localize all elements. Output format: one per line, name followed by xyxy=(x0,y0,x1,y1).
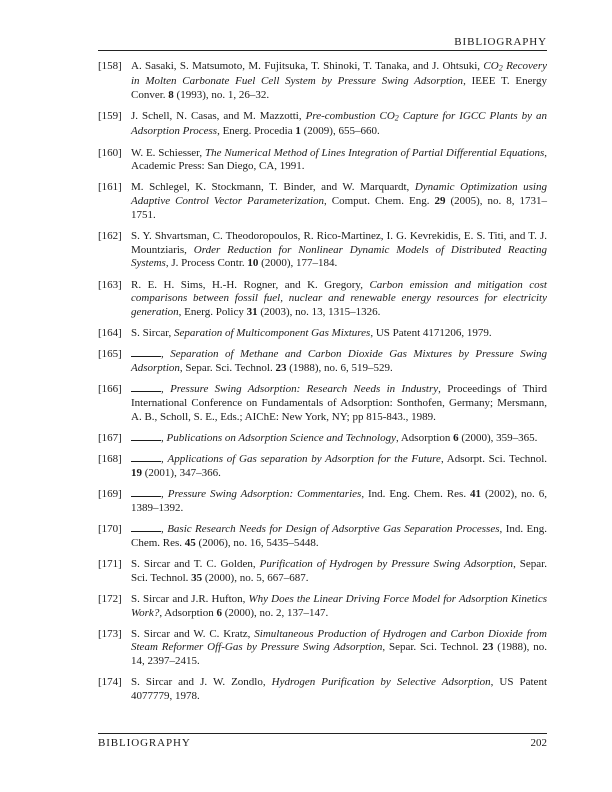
repeated-author-rule xyxy=(131,355,161,357)
text-block xyxy=(98,36,547,704)
bibliography-entry xyxy=(98,279,547,320)
entry-text-segment: 10 xyxy=(247,257,259,270)
footer-rule xyxy=(98,733,547,734)
bibliography-entry xyxy=(98,230,547,271)
entry-text-segment: Pressure Swing Adsorption: Research Needs in Industry xyxy=(170,383,439,396)
entry-text-segment: (2005), no. 8, 1731–1751. xyxy=(131,195,548,221)
entry-text-segment: (2000), 359–365. xyxy=(458,431,538,444)
entry-text xyxy=(131,147,547,173)
entry-text-segment: 35 xyxy=(191,571,203,584)
bibliography-entry xyxy=(98,181,547,222)
entry-text-segment: S. Sircar, xyxy=(131,327,174,340)
entry-text-segment: 23 xyxy=(275,362,287,375)
entry-text-segment: Capture for IGCC Plants by an Adsorption Process xyxy=(131,110,547,138)
entry-text-segment: , Ind. Eng. Chem. Res. xyxy=(361,488,471,501)
bibliography-entry xyxy=(98,60,547,103)
header-title: BIBLIOGRAPHY xyxy=(454,36,547,48)
entry-text-segment: (1988), no. 14, 2397–2415. xyxy=(131,641,547,668)
bibliography-entry xyxy=(98,453,547,480)
entry-text-segment: 8 xyxy=(168,88,174,101)
entry-text-segment: , Adsorpt. Sci. Technol. xyxy=(440,453,548,466)
entry-text-segment: , xyxy=(161,522,168,535)
entry-text xyxy=(131,327,492,339)
entry-text-segment: (1993), no. 1, 26–32. xyxy=(173,88,270,101)
entry-number: [163] xyxy=(98,278,122,291)
entry-text-segment: The Numerical Method of Lines Integration of Partial Differential Equations xyxy=(204,146,545,159)
entry-text-segment: (2000), no. 5, 667–687. xyxy=(202,571,309,584)
entry-number: [170] xyxy=(98,522,122,535)
entry-text xyxy=(131,593,547,619)
entry-number: [166] xyxy=(98,383,122,396)
entry-text xyxy=(131,230,547,269)
entry-number: [171] xyxy=(98,557,122,570)
entry-text-segment: Order Reduction for Nonlinear Dynamic Models of Distributed Reacting Systems xyxy=(131,243,547,270)
entry-number: [158] xyxy=(98,60,122,72)
page-footer xyxy=(98,733,547,750)
entry-text xyxy=(131,676,547,702)
entry-text-segment: , Separ. Sci. Technol. xyxy=(382,641,483,654)
entry-text-segment: (2001), 347–366. xyxy=(142,466,221,479)
entry-text xyxy=(131,558,547,584)
entry-text-segment: S. Sircar and J.R. Hufton, xyxy=(131,592,249,605)
entry-text-segment: (2003), no. 13, 1315–1326. xyxy=(257,306,381,319)
entry-text-segment: Pre-combustion CO xyxy=(305,110,395,123)
entry-text-segment: W. E. Schiesser, xyxy=(131,146,205,159)
entry-text-segment: , xyxy=(161,453,168,466)
bibliography-entry xyxy=(98,348,547,375)
entry-text-segment: 45 xyxy=(184,536,196,549)
entry-text-segment: (2006), no. 16, 5435–5448. xyxy=(195,536,319,549)
entry-number: [169] xyxy=(98,488,122,501)
entry-text xyxy=(131,181,547,220)
entry-text-segment: 2 xyxy=(394,113,399,123)
repeated-author-rule xyxy=(131,530,161,532)
entry-text-segment: , Ind. Eng. Chem. Res. xyxy=(131,522,548,549)
entry-text-segment: Recovery in Molten Carbonate Fuel Cell System by Pressure Swing Adsorption xyxy=(131,60,547,88)
entry-text-segment: (1988), no. 6, 519–529. xyxy=(286,362,393,375)
entry-number: [159] xyxy=(98,110,122,123)
bibliography-entry xyxy=(98,488,547,515)
entry-text-segment: R. E. H. Sims, H.-H. Rogner, and K. Gregory, xyxy=(131,278,370,291)
entry-text-segment: Applications of Gas separation by Adsorption for the Future xyxy=(167,453,441,466)
entry-text-segment: 31 xyxy=(246,306,258,319)
entry-text-segment: , xyxy=(161,488,168,501)
entry-number: [168] xyxy=(98,453,122,466)
entry-text-segment: 41 xyxy=(470,488,482,501)
entry-number: [161] xyxy=(98,181,122,194)
bibliography-entry xyxy=(98,327,547,341)
entry-text xyxy=(131,279,547,318)
entry-number: [165] xyxy=(98,348,122,361)
entry-text-segment: , Comput. Chem. Eng. xyxy=(324,195,435,208)
entry-number: [173] xyxy=(98,627,122,640)
entry-text-segment: 6 xyxy=(216,606,222,619)
entry-text-segment: S. Sircar and W. C. Kratz, xyxy=(131,627,255,640)
entry-text-segment: , Academic Press: San Diego, CA, 1991. xyxy=(131,146,547,173)
entry-text-segment: 19 xyxy=(131,466,142,479)
entry-text-segment: (2000), 177–184. xyxy=(258,257,338,270)
entry-text-segment: S. Sircar and T. C. Golden, xyxy=(131,557,260,570)
footer-row xyxy=(98,737,547,750)
entry-text-segment: , Energ. Policy xyxy=(178,306,247,319)
entry-text-segment: , IEEE T. Energy Conver. xyxy=(131,75,547,101)
entry-text-segment: Simultaneous Production of Hydrogen and Carbon Dioxide from Steam Reformer Off-Gas by Pressure Swing Adsorption xyxy=(131,627,548,654)
entry-text-segment: , Adsorption xyxy=(159,606,217,619)
bibliography-entry xyxy=(98,432,547,446)
entry-text-segment: Hydrogen Purification by Selective Adsorption xyxy=(271,676,491,689)
entry-text-segment: , J. Process Contr. xyxy=(165,257,248,270)
footer-title: BIBLIOGRAPHY xyxy=(98,737,191,749)
entry-text-segment: Dynamic Optimization using Adaptive Control Vector Parameterization xyxy=(131,181,547,208)
bibliography-entry xyxy=(98,628,547,669)
entry-text-segment: , Separ. Sci. Technol. xyxy=(131,557,547,584)
entry-text-segment: 1 xyxy=(295,125,301,138)
bibliography-list xyxy=(98,60,547,704)
entry-text-segment: , US Patent 4077779, 1978. xyxy=(131,676,547,703)
entry-text xyxy=(131,488,547,514)
entry-text-segment: , Adsorption xyxy=(395,431,454,444)
entry-text-segment: 29 xyxy=(434,195,446,208)
bibliography-entry xyxy=(98,593,547,620)
entry-text-segment: , Separ. Sci. Technol. xyxy=(179,362,276,375)
entry-text-segment: 2 xyxy=(498,63,503,73)
entry-text-segment: 6 xyxy=(453,431,459,444)
entry-text xyxy=(131,453,547,479)
entry-text-segment: Purification of Hydrogen by Pressure Swing Adsorption xyxy=(259,557,514,570)
entry-text-segment: A. Sasaki, S. Matsumoto, M. Fujitsuka, T. Shinoki, T. Tanaka, and J. Ohtsuki, xyxy=(131,60,484,72)
bibliography-entry xyxy=(98,383,547,424)
entry-number: [172] xyxy=(98,592,122,605)
entry-text xyxy=(131,383,547,422)
entry-text-segment: Separation of Methane and Carbon Dioxide Gas Mixtures by Pressure Swing Adsorption xyxy=(131,348,548,375)
bibliography-entry xyxy=(98,676,547,703)
entry-text-segment: S. Sircar and J. W. Zondlo, xyxy=(131,676,272,689)
page-header xyxy=(98,36,547,48)
entry-text xyxy=(131,348,547,374)
entry-text xyxy=(131,523,547,549)
entry-text-segment: , US Patent 4171206, 1979. xyxy=(370,327,492,340)
entry-text-segment: J. Schell, N. Casas, and M. Mazzotti, xyxy=(131,110,306,123)
entry-text-segment: , xyxy=(161,383,171,396)
entry-text-segment: (2000), no. 2, 137–147. xyxy=(221,606,329,619)
repeated-author-rule xyxy=(131,390,161,392)
entry-text-segment: CO xyxy=(483,60,499,72)
header-rule xyxy=(98,50,547,51)
entry-text-segment: Pressure Swing Adsorption: Commentaries xyxy=(167,488,362,501)
entry-text-segment: 23 xyxy=(482,641,494,654)
entry-text xyxy=(131,110,547,137)
bibliography-entry xyxy=(98,523,547,550)
entry-text-segment: Basic Research Needs for Design of Adsorptive Gas Separation Processes xyxy=(167,522,500,535)
entry-text-segment: Carbon emission and mitigation cost comparisons between fossil fuel, nuclear and renewable energy resources for electricity generation xyxy=(131,278,547,319)
entry-text-segment: M. Schlegel, K. Stockmann, T. Binder, and W. Marquardt, xyxy=(131,181,415,194)
entry-text-segment: S. Y. Shvartsman, C. Theodoropoulos, R. Rico-Martinez, I. G. Kevrekidis, E. S. Titi, and T. J. Mountziaris, xyxy=(131,230,547,256)
entry-number: [164] xyxy=(98,327,122,340)
entry-text-segment: , Proceedings of Third International Conference on Fundamentals of Adsorption: Sonthofen, Germany; Mersmann, A. B., Scholl, S. E., Eds.; AIChE: New York, NY; pp 815-843., 1989. xyxy=(131,383,548,423)
entry-number: [167] xyxy=(98,431,122,444)
page-number: 202 xyxy=(530,737,547,749)
entry-text-segment: (2009), 655–660. xyxy=(300,125,380,138)
entry-number: [174] xyxy=(98,676,122,689)
entry-number: [160] xyxy=(98,146,122,159)
entry-text xyxy=(131,60,547,101)
repeated-author-rule xyxy=(131,495,161,497)
entry-number: [162] xyxy=(98,230,122,243)
entry-text-segment: Publications on Adsorption Science and Technology xyxy=(166,431,396,444)
bibliography-entry xyxy=(98,147,547,174)
repeated-author-rule xyxy=(131,439,161,441)
entry-text xyxy=(131,432,537,444)
repeated-author-rule xyxy=(131,460,161,462)
bibliography-entry xyxy=(98,110,547,139)
entry-text-segment: Separation of Multicomponent Gas Mixtures xyxy=(173,327,371,340)
entry-text-segment: (2002), no. 6, 1389–1392. xyxy=(131,488,547,514)
entry-text-segment: Why Does the Linear Driving Force Model for Adsorption Kinetics Work? xyxy=(131,592,548,619)
entry-text-segment: , Energ. Procedia xyxy=(217,125,296,138)
entry-text xyxy=(131,628,547,667)
entry-text-segment: , xyxy=(161,348,171,361)
entry-text-segment: , xyxy=(161,431,167,444)
bibliography-entry xyxy=(98,558,547,585)
